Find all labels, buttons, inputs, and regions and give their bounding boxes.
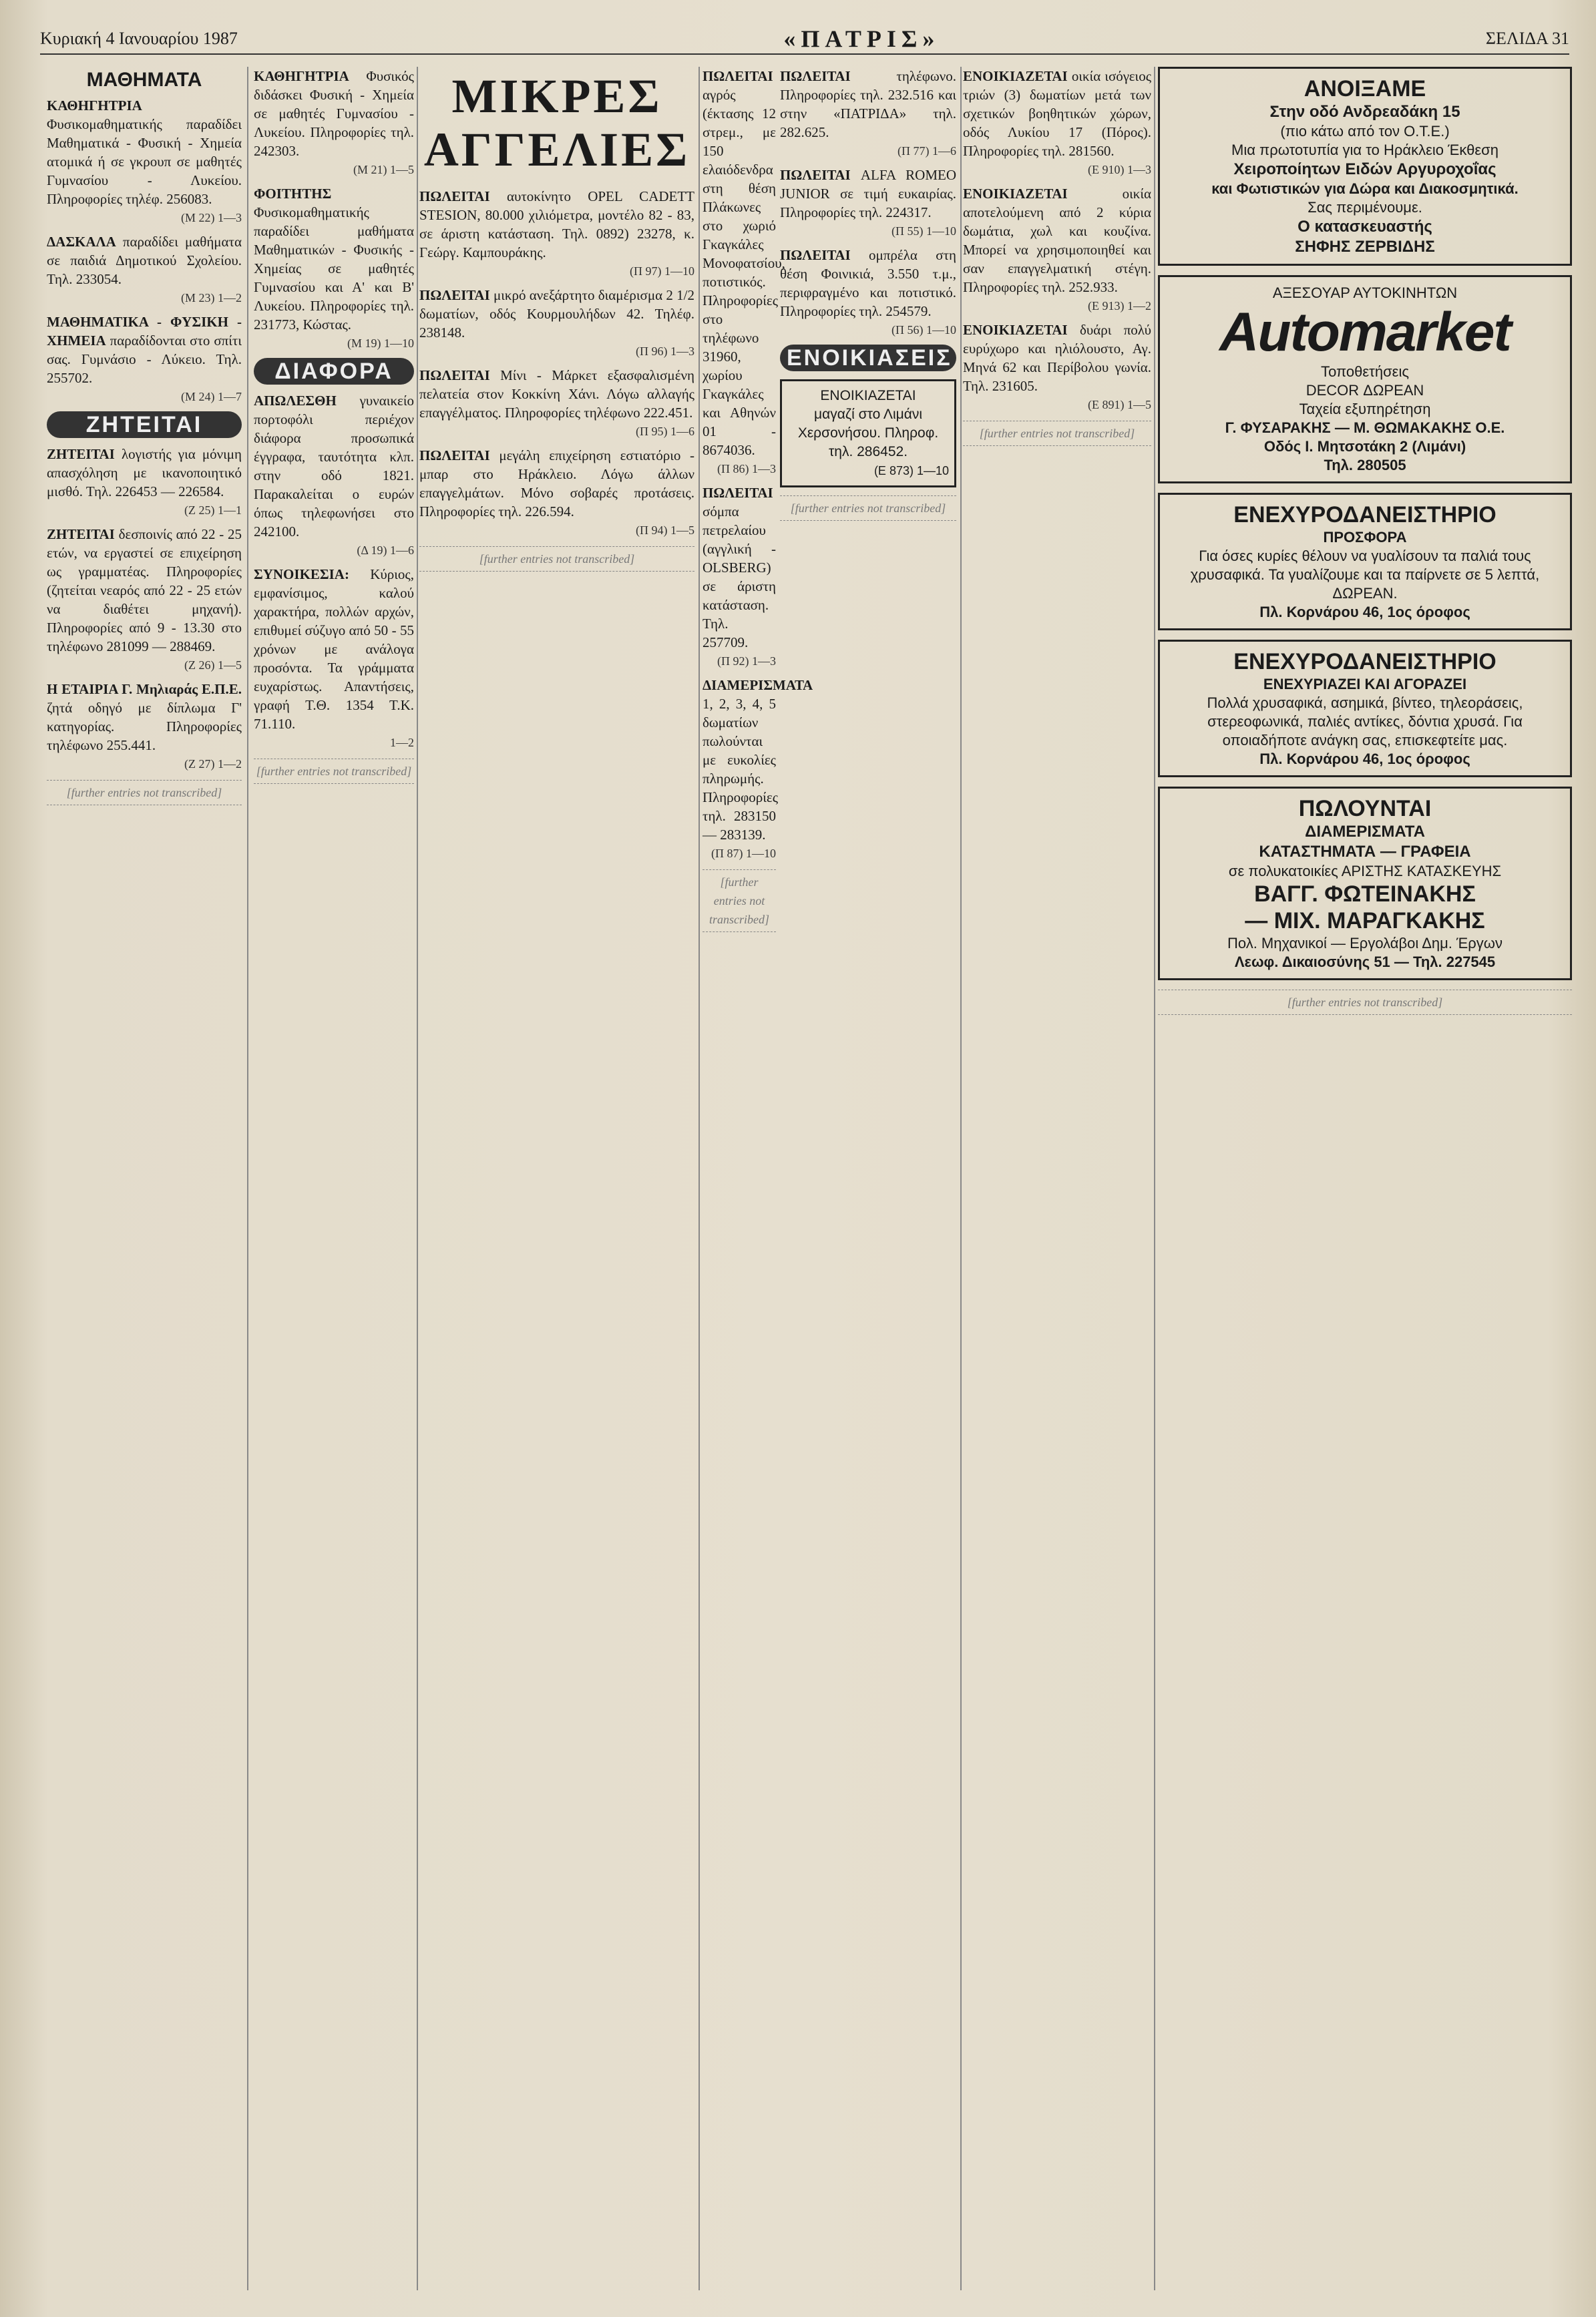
automarket-logo: Automarket	[1219, 302, 1511, 363]
column-7-display-ads	[1158, 67, 1572, 2290]
classified-entry: ΔΙΑΜΕΡΙΣΜΑΤΑ 1, 2, 3, 4, 5 δωματίων πωλούνται με ευκολίες πληρωμής. Πληροφορίες τηλ. 283150 — 283139. (Π 87) 1—10	[703, 677, 813, 860]
column-5	[780, 67, 956, 2290]
boxed-ad: ΕΝΟΙΚΙΑΖΕΤΑΙ μαγαζί στο Λιμάνι Χερσονήσου. Πληροφ. τηλ. 286452. (Ε 873) 1—10	[780, 379, 956, 487]
classified-entry: ΠΩΛΕΙΤΑΙ ALFA ROMEO JUNIOR σε τιμή ευκαιρίας. Πληροφορίες τηλ. 224317. (Π 55) 1—10	[780, 167, 956, 238]
page-number: ΣΕΛΙΔΑ 31	[1485, 29, 1569, 48]
column-rule	[960, 67, 962, 2290]
section-title: ΔΙΑΦΟΡΑ	[254, 358, 414, 385]
column-4	[703, 67, 813, 2290]
ad-silverware-shop: ΑΝΟΙΞΑΜΕ Στην οδό Ανδρεαδάκη 15 (πιο κάτω από τον Ο.Τ.Ε.) Μια πρωτοτυπία για το Ηράκλειο Έκθεση Χειροποίητων Ειδών Αργυροχοΐας και Φωτιστικών για Δώρα και Διακοσμητικά. Σας περιμένουμε. Ο κατασκευαστής ΣΗΦΗΣ ΖΕΡΒΙΔΗΣ	[1158, 67, 1572, 266]
classified-entry: ΚΑΘΗΓΗΤΡΙΑ Φυσικός διδάσκει Φυσική - Χημεία σε μαθητές Γυμνασίου - Λυκείου. Πληροφορίες τηλ. 242303. (Μ 21) 1—5	[254, 68, 414, 176]
classified-entry: ΔΑΣΚΑΛΑ παραδίδει μαθήματα σε παιδιά Δημοτικού Σχολείου. Τηλ. 233054. (Μ 23) 1—2	[47, 234, 242, 304]
classified-entry: ΕΝΟΙΚΙΑΖΕΤΑΙ οικία ισόγειος τριών (3) δωματίων μετά των σχετικών βοηθητικών χώρων, οδός Λυκίου 17 (Πόρος). Πληροφορίες τηλ. 281560. (Ε 910) 1—3	[963, 68, 1152, 176]
section-title: ΕΝΟΙΚΙΑΣΕΙΣ	[780, 345, 956, 371]
classified-entry: ΠΩΛΕΙΤΑΙ αγρός (έκτασης 12 στρεμ., με 150 ελαιόδενδρα στη θέση Πλάκωνες στο χωριό Γκαγκάλες Μονοφατσίου, ποτιστικός. Πληροφορίες στο τηλέφωνο 31960, χωρίου Γκαγκάλες και Αθηνών 01 - 8674036. (Π 86) 1—3	[703, 68, 785, 475]
classified-entry: ΠΩΛΕΙΤΑΙ ομπρέλα στη θέση Φοινικιά, 3.550 τ.μ., περιφραγμένο και ποτιστικό. Πληροφορίες τηλ. 254579. (Π 56) 1—10	[780, 247, 956, 337]
section-title: ΜΑΘΗΜΑΤΑ	[86, 69, 202, 91]
section-title: ΖΗΤΕΙΤΑΙ	[47, 411, 242, 438]
column-2	[254, 67, 414, 2290]
page-title: ΜΙΚΡΕΣ ΑΓΓΕΛΙΕΣ	[423, 69, 690, 176]
classified-entry: ΠΩΛΕΙΤΑΙ μικρό ανεξάρτητο διαμέρισμα 2 1/2 δωματίων, οδός Κουρμουλήδων 42. Τηλέφ. 238148. (Π 96) 1—3	[419, 287, 695, 358]
omitted-entries-note: [further entries not transcribed]	[47, 780, 242, 805]
classified-entry: ΠΩΛΕΙΤΑΙ μεγάλη επιχείρηση εστιατόριο - μπαρ στο Ηράκλειο. Λόγω άλλων επαγγελμάτων. Μόνο σοβαρές προτάσεις. Πληροφορίες τηλ. 226.594. (Π 94) 1—5	[419, 447, 694, 537]
ad-pawnshop-buy: ΕΝΕΧΥΡΟΔΑΝΕΙΣΤΗΡΙΟ ΕΝΕΧΥΡΙΑΖΕΙ ΚΑΙ ΑΓΟΡΑΖΕΙ Πολλά χρυσαφικά, ασημικά, βίντεο, τηλεοράσεις, στερεοφωνικά, παλιές αντίκες, δόντια χρυσά. Για οποιαδήποτε ανάγκη σας, επισκεφτείτε μας. Πλ. Κορνάρου 46, 1ος όροφος	[1158, 640, 1572, 777]
column-rule	[247, 67, 248, 2290]
column-6	[963, 67, 1151, 2290]
ad-pawnshop-offer: ΕΝΕΧΥΡΟΔΑΝΕΙΣΤΗΡΙΟ ΠΡΟΣΦΟΡΑ Για όσες κυρίες θέλουν να γυαλίσουν τα παλιά τους χρυσαφικά. Τα γυαλίζουμε και τα παίρνετε σε 5 λεπτά, ΔΩΡΕΑΝ. Πλ. Κορνάρου 46, 1ος όροφος	[1158, 493, 1572, 630]
classified-entry: ΕΝΟΙΚΙΑΖΕΤΑΙ οικία αποτελούμενη από 2 κύρια δωμάτια, χωλ και κουζίνα. Μπορεί να χρησιμοποιηθεί και σαν επαγγελματική στέγη. Πληροφορίες τηλ. 252.933. (Ε 913) 1—2	[963, 186, 1151, 312]
classified-entry: ΑΠΩΛΕΣΘΗ γυναικείο πορτοφόλι περιέχον διάφορα προσωπικά έγγραφα, ταυτότητα κλπ. στην οδό 1821. Παρακαλείται ο ευρών όπως τηλεφωνήσει στο 242100. (Δ 19) 1—6	[254, 393, 414, 557]
classified-entry: ΖΗΤΕΙΤΑΙ δεσποινίς από 22 - 25 ετών, να εργαστεί σε επιχείρηση ως γραμματέας. Πληροφορίες (ζητείται νεαρός από 22 - 25 ετών να διαθέτει μηχανή). Πληροφορίες από 9 - 13.30 στο τηλέφωνο 281099 — 288469. (Ζ 26) 1—5	[47, 526, 242, 672]
classified-entry: ΠΩΛΕΙΤΑΙ αυτοκίνητο OPEL CADETT STESION, 80.000 χιλιόμετρα, μοντέλο 82 - 83, σε άριστη κατάσταση. Τηλ. 0892) 23278, κ. Γεώργ. Καμπουράκης. (Π 97) 1—10	[419, 188, 695, 278]
omitted-entries-note: [further entries not transcribed]	[254, 759, 414, 784]
classified-entry: ΕΝΟΙΚΙΑΖΕΤΑΙ δυάρι πολύ ευρύχωρο και ηλιόλουστο, Αγ. Μηνά 62 και Περίβολου γωνία. Τηλ. 231605. (Ε 891) 1—5	[963, 322, 1151, 411]
column-3	[419, 67, 694, 2290]
classified-entry: ΜΑΘΗΜΑΤΙΚΑ - ΦΥΣΙΚΗ - ΧΗΜΕΙΑ παραδίδονται στο σπίτι σας. Γυμνάσιο - Λύκειο. Τηλ. 255702. (Μ 24) 1—7	[47, 314, 242, 403]
omitted-entries-note: [further entries not transcribed]	[780, 495, 956, 521]
classified-entry: ΣΥΝΟΙΚΕΣΙΑ: Κύριος, εμφανίσιμος, καλού χαρακτήρα, πολλών αρχών, επιθυμεί σύζυγο από 50 - 55 χρόνων με ανάλογα προσόντα. Τα γράμματα ευχαρίστως. Απαντήσεις, γραφή Τ.Θ. 1354 Τ.Κ. 71.110. 1—2	[254, 566, 414, 749]
issue-date: Κυριακή 4 Ιανουαρίου 1987	[40, 29, 238, 48]
omitted-entries-note: [further entries not transcribed]	[963, 421, 1151, 446]
ad-automarket: ΑΞΕΣΟΥΑΡ ΑΥΤΟΚΙΝΗΤΩΝ Automarket Τοποθετήσεις DECOR ΔΩΡΕΑΝ Ταχεία εξυπηρέτηση Γ. ΦΥΣΑΡΑΚΗΣ — Μ. ΘΩΜΑΚΑΚΗΣ Ο.Ε. Οδός Ι. Μητσοτάκη 2 (Λιμάνι) Τηλ. 280505	[1158, 275, 1572, 483]
omitted-entries-note: [further entries not transcribed]	[1158, 990, 1572, 1015]
classified-entry: Η ΕΤΑΙΡΙΑ Γ. Μηλιαράς Ε.Π.Ε. ζητά οδηγό με δίπλωμα Γ' κατηγορίας. Πληροφορίες τηλέφωνο 255.441. (Ζ 27) 1—2	[47, 681, 242, 771]
column-rule	[417, 67, 418, 2290]
classified-entry: ΖΗΤΕΙΤΑΙ λογιστής για μόνιμη απασχόληση με ικανοποιητικό μισθό. Τηλ. 226453 — 226584. (Ζ 25) 1—1	[47, 446, 242, 517]
classified-entry: ΚΑΘΗΓΗΤΡΙΑ Φυσικομαθηματικής παραδίδει Μαθηματικά - Φυσική - Χημεία ατομικά ή σε γκρουπ σε μαθητές Γυμνασίου - Λυκείου. Πληροφορίες τηλέφ. 256083. (Μ 22) 1—3	[47, 97, 242, 224]
masthead: «ΠΑΤΡΙΣ»	[783, 25, 940, 52]
omitted-entries-note: [further entries not transcribed]	[703, 869, 776, 932]
classified-entry: ΦΟΙΤΗΤΗΣ Φυσικομαθηματικής παραδίδει μαθήματα Μαθηματικών - Φυσικής - Χημείας σε μαθητές Γυμνασίου και Α' και Β' Λυκείου. Πληροφορίες τηλ. 231773, Κώστας. (Μ 19) 1—10	[254, 186, 414, 350]
classified-entry: ΠΩΛΕΙΤΑΙ Μίνι - Μάρκετ εξασφαλισμένη πελατεία στον Κοκκίνη Χάνι. Λόγω αλλαγής επαγγέλματος. Πληροφορίες τηλέφωνο 222.451. (Π 95) 1—6	[419, 367, 694, 438]
ad-apartments-sale: ΠΩΛΟΥΝΤΑΙ ΔΙΑΜΕΡΙΣΜΑΤΑ ΚΑΤΑΣΤΗΜΑΤΑ — ΓΡΑΦΕΙΑ σε πολυκατοικίες ΑΡΙΣΤΗΣ ΚΑΤΑΣΚΕΥΗΣ ΒΑΓΓ. ΦΩΤΕΙΝΑΚΗΣ — ΜΙΧ. ΜΑΡΑΓΚΑΚΗΣ Πολ. Μηχανικοί — Εργολάβοι Δημ. Έργων Λεωφ. Δικαιοσύνης 51 — Τηλ. 227545	[1158, 787, 1572, 980]
page-header	[40, 24, 1569, 55]
column-rule	[699, 67, 700, 2290]
column-1	[47, 67, 242, 2290]
column-rule	[1154, 67, 1155, 2290]
classified-entry: ΠΩΛΕΙΤΑΙ τηλέφωνο. Πληροφορίες τηλ. 232.516 και στην «ΠΑΤΡΙΔΑ» τηλ. 282.625. (Π 77) 1—6	[780, 68, 956, 158]
classified-entry: ΠΩΛΕΙΤΑΙ σόμπα πετρελαίου (αγγλική - OLSBERG) σε άριστη κατάσταση. Τηλ. 257709. (Π 92) 1—3	[703, 485, 776, 668]
omitted-entries-note: [further entries not transcribed]	[419, 546, 694, 572]
